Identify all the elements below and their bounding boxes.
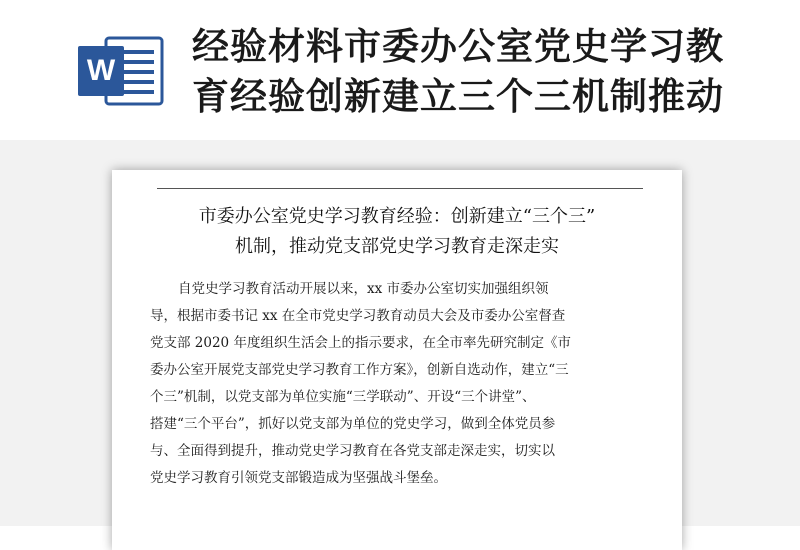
body-line: 个三”机制，以党支部为单位实施“三学联动”、开设“三个讲堂”、	[150, 389, 536, 405]
page-title-line: 育经验创新建立三个三机制推动	[192, 75, 724, 118]
page-title-line: 经验材料市委办公室党史学习教	[192, 25, 724, 68]
document-page	[112, 170, 682, 550]
svg-text:W: W	[86, 54, 116, 87]
banner	[0, 0, 800, 140]
body-line: 搭建“三个平台”，抓好以党支部为单位的党史学习，做到全体党员参	[150, 416, 556, 432]
body-line: 导，根据市委书记 xx 在全市党史学习教育动员大会及市委办公室督查	[150, 308, 566, 324]
document-body	[150, 276, 650, 492]
document-title-line: 市委办公室党史学习教育经验：创新建立“三个三”	[198, 206, 596, 227]
page-title	[192, 22, 792, 122]
body-line: 与、全面得到提升，推动党史学习教育在各党支部走深走实，切实以	[150, 443, 555, 459]
document-title-line: 机制，推动党支部党史学习教育走深走实	[235, 236, 559, 257]
document-title	[132, 202, 662, 262]
word-document-icon	[74, 34, 166, 108]
header-rule	[157, 188, 643, 189]
body-line: 党支部 2020 年度组织生活会上的指示要求，在全市率先研究制定《市	[150, 335, 571, 351]
body-line: 自党史学习教育活动开展以来，xx 市委办公室切实加强组织领	[178, 281, 549, 297]
body-line: 党史学习教育引领党支部锻造成为坚强战斗堡垒。	[150, 470, 447, 486]
body-line: 委办公室开展党支部党史学习教育工作方案》，创新自选动作，建立“三	[150, 362, 569, 378]
